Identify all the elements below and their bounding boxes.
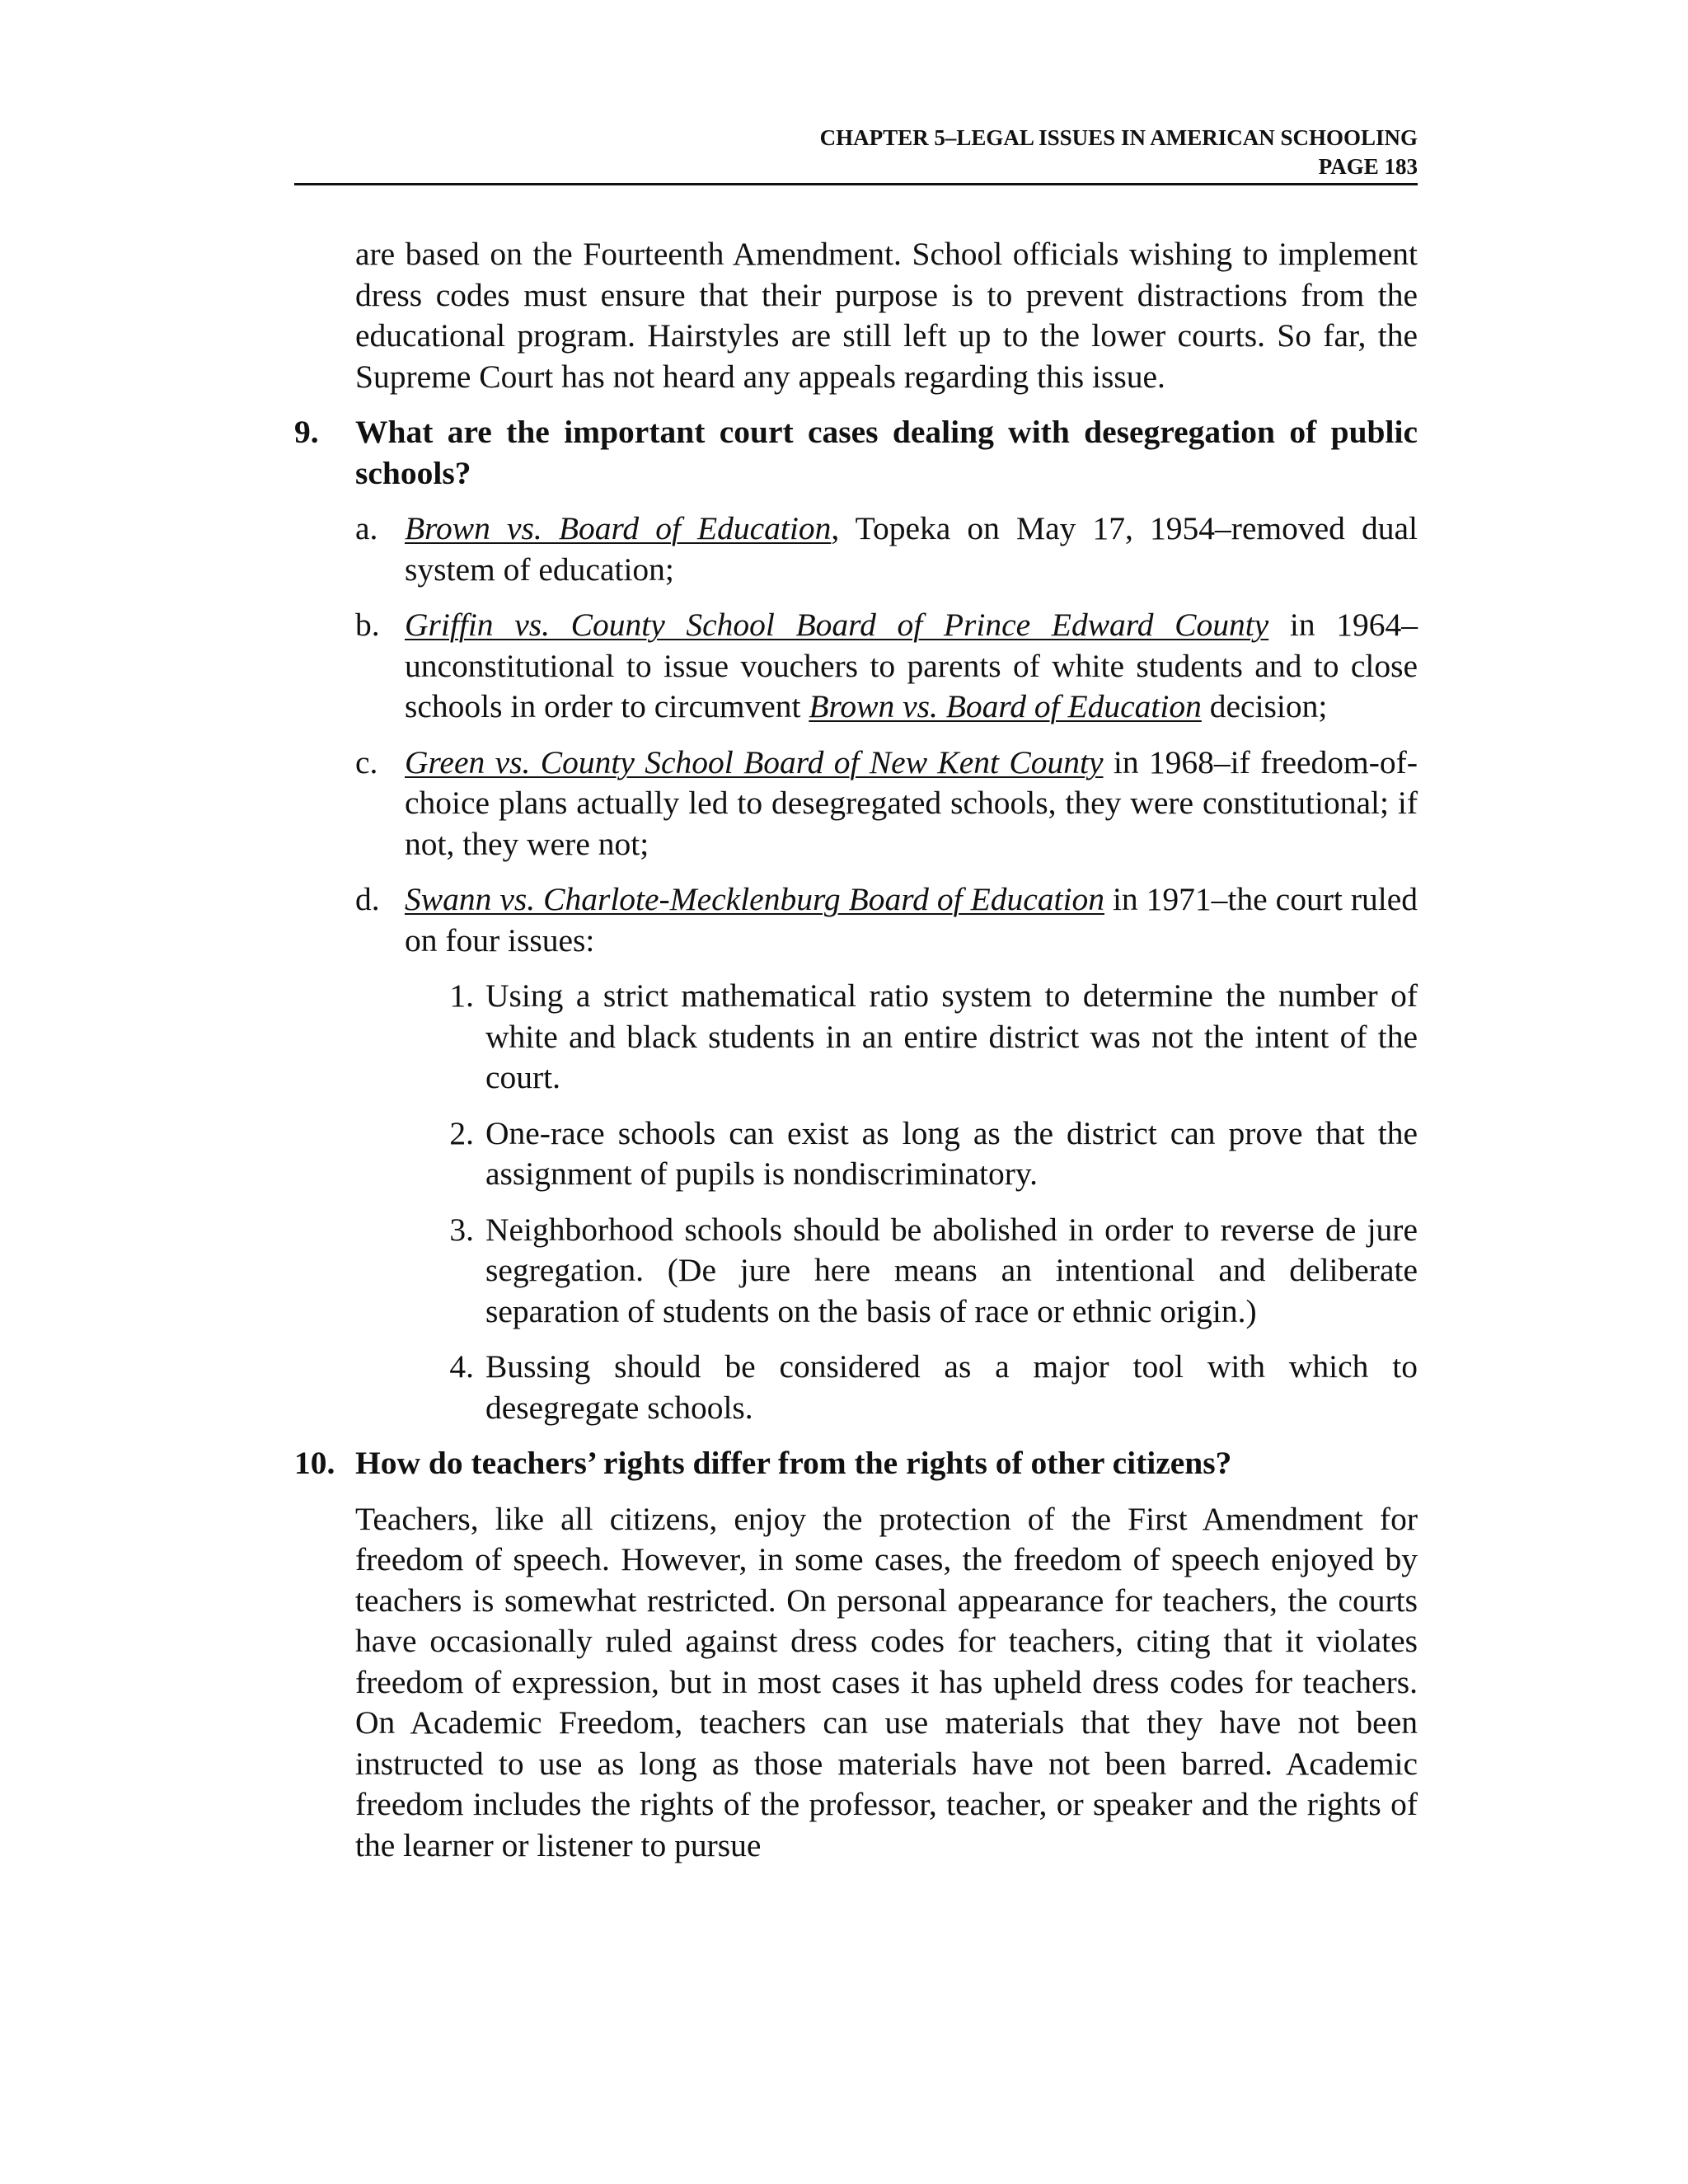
case-name: Swann vs. Charlote-Mecklenburg Board of Education [405,881,1104,917]
list-item-body [405,605,1418,728]
issue-item-4 [426,1347,1418,1428]
list-marker: d. [355,881,380,917]
running-header [294,124,1418,181]
list-marker: b. [355,607,380,643]
list-item-body [405,879,1418,961]
referenced-case-name: Brown vs. Board of Education [809,688,1202,724]
question-number: 10. [294,1445,335,1481]
page-content [294,234,1418,1866]
question-text: How do teachers’ rights differ from the rights of other citizens? [355,1445,1232,1481]
list-marker: 4. [449,1348,474,1385]
list-item-body: Neighborhood schools should be abolished in order to reverse de jure segregation. (De jure here means an intentional and deliberate separation of students on the basis of race or ethnic origin.) [485,1211,1418,1329]
case-description: , Topeka on May 17, 1954–removed dual system of education; [405,510,1418,588]
issue-item-3 [426,1210,1418,1333]
list-item-body [405,743,1418,865]
list-item-body [405,509,1418,590]
chapter-title: CHAPTER 5–LEGAL ISSUES IN AMERICAN SCHOOLING [819,125,1418,150]
case-item-a [355,509,1418,590]
case-description: in 1971–the court ruled on four issues: [405,881,1418,958]
list-marker: 1. [449,977,474,1014]
list-marker: 2. [449,1114,474,1151]
answer-paragraph: Teachers, like all citizens, enjoy the protection of the First Amendment for freedom of speech. However, in some cases, the freedom of speech enjoyed by teachers is somewhat restricted. On personal appearance for teachers, the courts have occasionally ruled against dress codes for teachers, citing that it violates freedom of expression, but in most cases it has upheld dress codes for teachers. On Academic Freedom, teachers can use materials that they have not been instructed to use as long as those materials have not been barred. Academic freedom includes the rights of the professor, teacher, or speaker and the rights of the learner or listener to pursue [355,1500,1418,1863]
case-name: Green vs. County School Board of New Kent County [405,743,1104,780]
question-text: What are the important court cases dealing with desegregation of public schools? [355,414,1418,491]
list-item-body: Using a strict mathematical ratio system to determine the number of white and black students in an entire district was not the intent of the court. [485,977,1418,1095]
case-item-c [355,743,1418,865]
issue-item-2 [426,1113,1418,1195]
list-marker: a. [355,510,378,546]
page-number: PAGE 183 [1318,154,1418,179]
question-number: 9. [294,414,319,450]
case-item-b [355,605,1418,728]
list-marker: 3. [449,1211,474,1248]
intro-paragraph: are based on the Fourteenth Amendment. School officials wishing to implement dress codes must ensure that their purpose is to prevent distractions from the educational program. Hairstyles are still left up to the lower courts. So far, the Supreme Court has not heard any appeals regarding this issue. [355,236,1418,395]
list-marker: c. [355,743,378,780]
question-9 [294,412,1418,494]
list-item-body: One-race schools can exist as long as the district can prove that the assignment of pupils is nondiscriminatory. [485,1114,1418,1192]
case-name: Brown vs. Board of Education [405,510,832,546]
case-description: in 1964–unconstitutional to issue vouchers to parents of white students and to close schools in order to circumvent [405,607,1418,724]
case-description: in 1968–if freedom-of-choice plans actually led to desegregated schools, they were constitutional; if not, they were not; [405,743,1418,862]
case-description-end: decision; [1201,688,1328,724]
question-10 [294,1443,1418,1484]
list-item-body: Bussing should be considered as a major tool with which to desegregate schools. [485,1348,1418,1426]
case-item-d [355,879,1418,961]
issue-item-1 [426,976,1418,1099]
case-name: Griffin vs. County School Board of Prince Edward County [405,607,1269,643]
header-rule [294,183,1418,185]
